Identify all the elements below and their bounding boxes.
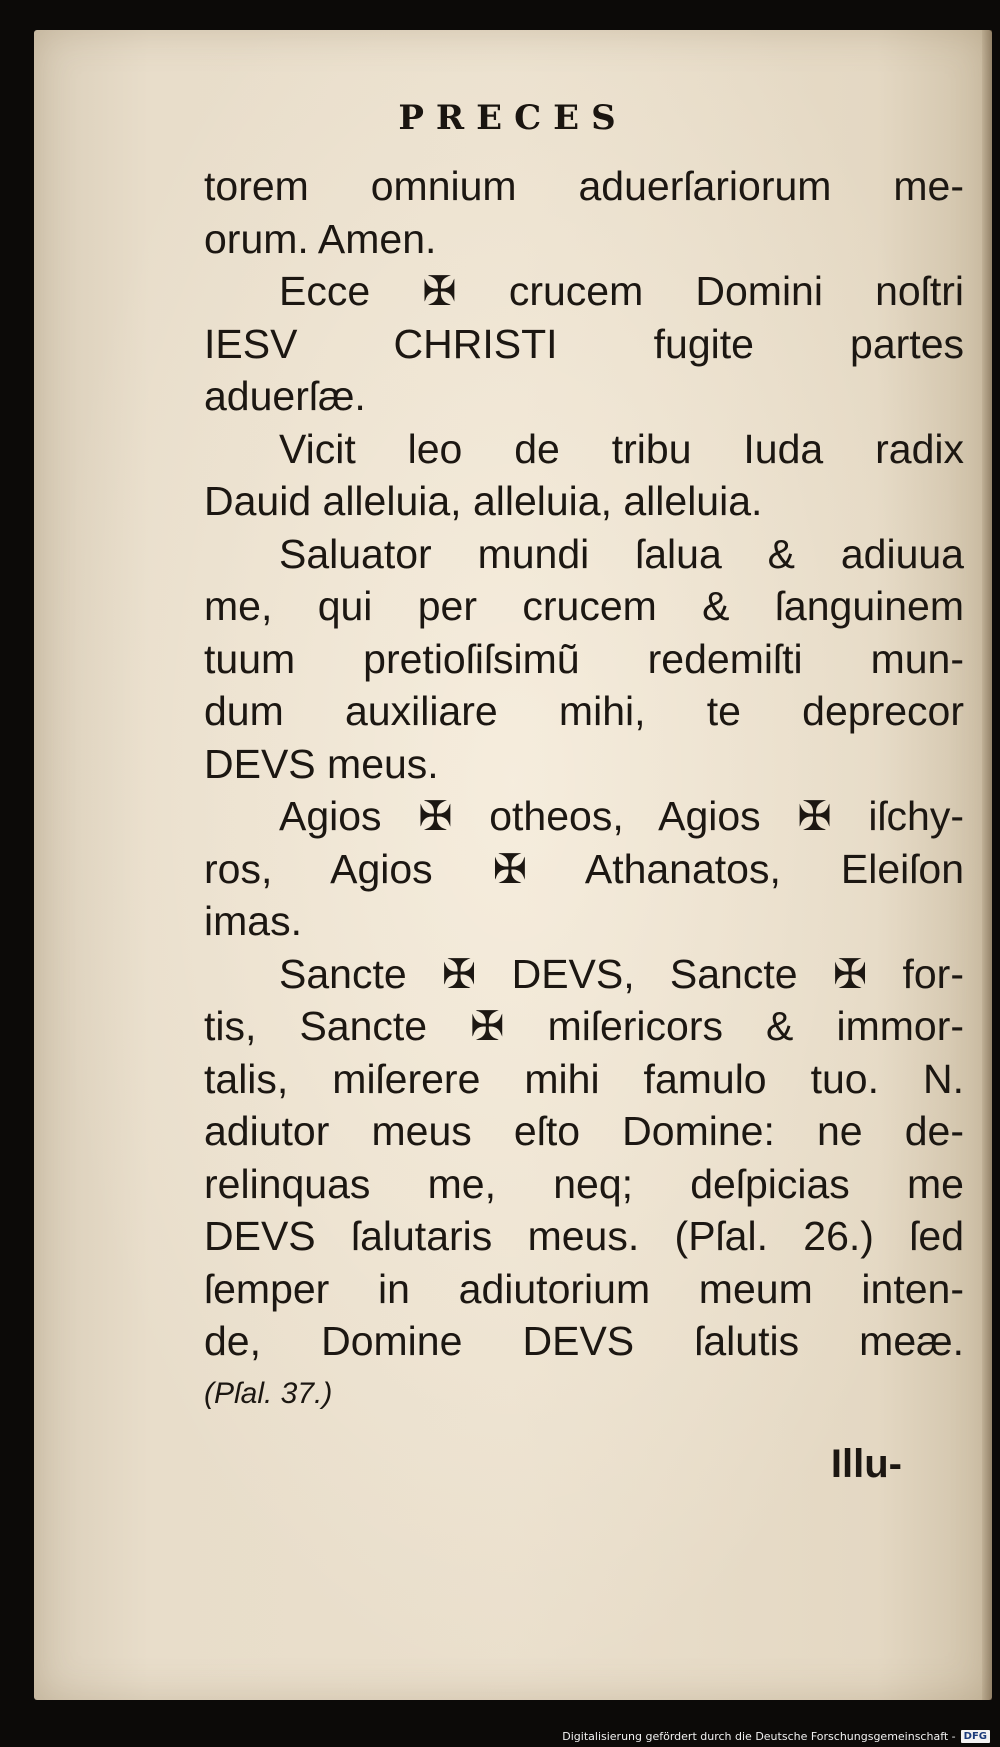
footer-credit-text: Digitalisierung gefördert durch die Deutsche Forschungsgemeinschaft - (562, 1730, 956, 1743)
text-line: orum. Amen. (204, 215, 437, 262)
text-line: Ecce ✠ crucem Domini noſtri (279, 268, 964, 314)
text-line: adiutor meus eſto Domine: ne de- (204, 1108, 964, 1154)
text-line: (Pſal. 37.) (204, 1376, 333, 1410)
text-line: talis, miſerere mihi famulo tuo. N. (204, 1055, 964, 1102)
text-line: DEVS meus. (204, 740, 439, 787)
text-line: me, qui per crucem & ſanguinem (204, 583, 964, 629)
text-line: torem omnium aduerſariorum me- (204, 163, 964, 209)
text-line: Sancte ✠ DEVS, Sancte ✠ for- (279, 950, 964, 997)
text-line: DEVS ſalutaris meus. (Pſal. 26.) ſed (204, 1213, 964, 1259)
text-line: aduerſæ. (204, 373, 366, 419)
dfg-logo: DFG (961, 1730, 990, 1743)
text-line: tuum pretioſiſsimũ redemiſti mun- (204, 635, 964, 682)
book-page (34, 30, 992, 1700)
footer-credit (562, 1730, 990, 1743)
text-line: relinquas me, neq; deſpicias me (204, 1160, 964, 1207)
text-line: imas. (204, 898, 302, 944)
text-line: Agios ✠ otheos, Agios ✠ iſchy- (279, 793, 964, 839)
text-block (204, 160, 964, 1420)
running-header: PRECES (398, 98, 628, 138)
page-edge (982, 30, 992, 1700)
text-line: ſemper in adiutorium meum inten- (204, 1265, 964, 1312)
text-line: ros, Agios ✠ Athanatos, Eleiſon (204, 845, 964, 892)
text-line: de, Domine DEVS ſalutis meæ. (204, 1318, 964, 1364)
catchword: Illu- (830, 1442, 902, 1486)
text-line: tis, Sancte ✠ miſericors & immor- (204, 1003, 964, 1049)
text-line: Vicit leo de tribu Iuda radix (279, 425, 964, 472)
text-line: Dauid alleluia, alleluia, alleluia. (204, 478, 763, 524)
text-line: Saluator mundi ſalua & adiuua (279, 530, 964, 577)
text-line: IESV CHRISTI fugite partes (204, 320, 964, 367)
text-line: dum auxiliare mihi, te deprecor (204, 688, 964, 734)
